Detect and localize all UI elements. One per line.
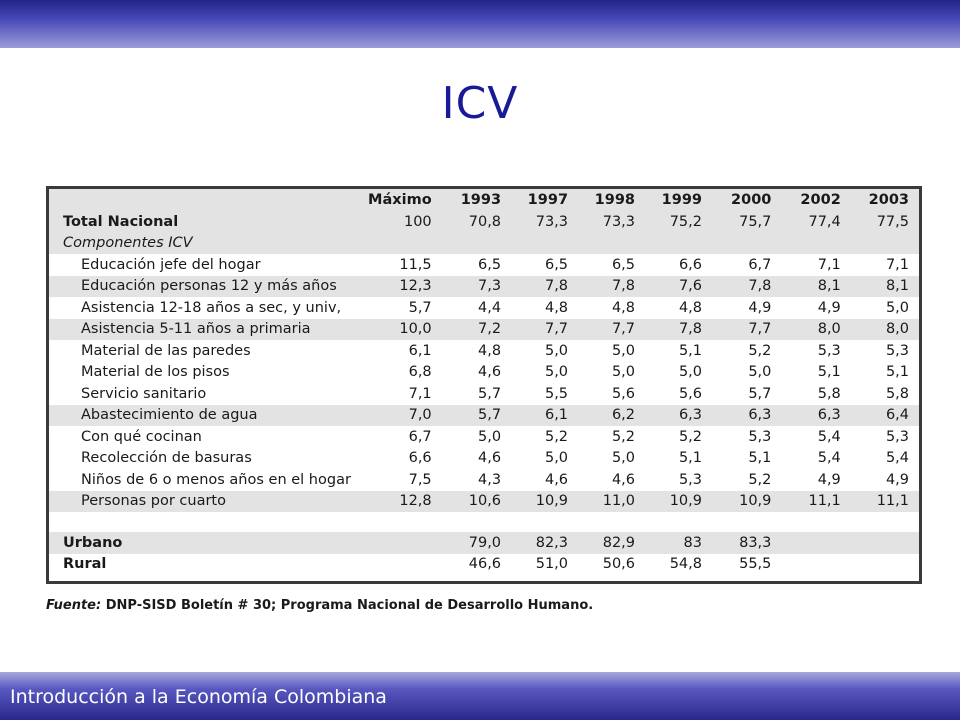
- table-row: [49, 491, 919, 513]
- table-cell: [712, 233, 781, 255]
- table-cell: 6,3: [645, 405, 712, 427]
- table-cell: [364, 532, 441, 554]
- table-cell: 5,0: [885, 299, 909, 316]
- table-cell: 6,8: [408, 364, 432, 381]
- table-cell: 5,7: [408, 299, 432, 316]
- table-spacer-row: [49, 512, 919, 532]
- table-cell: 5,1: [748, 450, 772, 467]
- row-label: Rural: [63, 556, 107, 573]
- table-cell: 4,6: [611, 471, 636, 488]
- spacer-cell: [645, 512, 712, 532]
- source-text: DNP-SISD Boletín # 30; Programa Nacional de Desarrollo Humano.: [105, 598, 594, 613]
- table-cell: 6,5: [611, 256, 636, 273]
- table-cell: 12,8: [364, 491, 441, 513]
- table-row: [49, 340, 919, 362]
- table-cell: 4,9: [748, 299, 772, 316]
- table-cell: 6,7: [748, 256, 772, 273]
- table-cell: 75,2: [645, 211, 712, 233]
- table-cell: 5,3: [885, 342, 909, 359]
- table-row: [49, 319, 919, 341]
- table-cell: 7,8: [712, 276, 781, 298]
- table-cell: [851, 554, 919, 576]
- table-cell: [442, 233, 511, 255]
- column-header: 2003: [851, 189, 919, 211]
- table-cell: 5,4: [817, 450, 841, 467]
- column-header: 2000: [712, 189, 781, 211]
- table-cell: 5,1: [817, 364, 841, 381]
- row-label: Con qué cocinan: [81, 428, 202, 445]
- table-cell: [851, 233, 919, 255]
- table-cell: 73,3: [511, 211, 578, 233]
- table-cell: 6,4: [851, 405, 919, 427]
- table-cell: 4,9: [817, 471, 841, 488]
- table-cell: 7,1: [885, 256, 909, 273]
- table-cell: 5,0: [544, 450, 569, 467]
- table-cell: 5,4: [817, 428, 841, 445]
- table-cell: 6,5: [477, 256, 502, 273]
- table-cell: 5,0: [544, 364, 569, 381]
- table-cell: 5,1: [678, 450, 702, 467]
- table-cell: 4,8: [678, 299, 702, 316]
- table-cell: 5,7: [748, 385, 772, 402]
- table-cell: 7,1: [408, 385, 432, 402]
- column-header: [49, 189, 364, 211]
- table-row: [49, 405, 919, 427]
- table-cell: 55,5: [739, 556, 772, 573]
- row-label: Urbano: [49, 532, 364, 554]
- table-header-row: [49, 189, 919, 211]
- table-cell: 46,6: [468, 556, 502, 573]
- table-cell: 4,9: [885, 471, 909, 488]
- table-row: [49, 554, 919, 576]
- source-note: [46, 598, 593, 613]
- table-row: [49, 254, 919, 276]
- column-header: 1993: [442, 189, 511, 211]
- row-label: Componentes ICV: [49, 233, 364, 255]
- table-cell: [781, 532, 850, 554]
- table-cell: 6,2: [578, 405, 645, 427]
- table-cell: 11,5: [399, 256, 432, 273]
- table-cell: 5,7: [477, 385, 502, 402]
- table-cell: 8,0: [781, 319, 850, 341]
- table-cell: 11,1: [851, 491, 919, 513]
- table-cell: 7,8: [578, 276, 645, 298]
- table-cell: 6,1: [408, 342, 432, 359]
- row-label: Material de los pisos: [81, 364, 230, 381]
- table-cell: [578, 233, 645, 255]
- spacer-cell: [364, 512, 441, 532]
- spacer-cell: [578, 512, 645, 532]
- table-cell: 7,7: [712, 319, 781, 341]
- table-cell: 7,7: [578, 319, 645, 341]
- table-cell: 5,0: [748, 364, 772, 381]
- table-row: [49, 383, 919, 405]
- table-cell: 7,8: [645, 319, 712, 341]
- table-cell: 5,0: [678, 364, 702, 381]
- table-row: [49, 532, 919, 554]
- table-cell: 5,3: [748, 428, 772, 445]
- table-cell: 8,0: [851, 319, 919, 341]
- table-cell: 51,0: [535, 556, 569, 573]
- table-cell: 50,6: [602, 556, 636, 573]
- table-cell: 4,4: [477, 299, 502, 316]
- table-cell: 5,5: [544, 385, 569, 402]
- table-cell: 4,3: [477, 471, 502, 488]
- footer-title: Introducción a la Economía Colombiana: [10, 686, 387, 708]
- row-label: Asistencia 5-11 años a primaria: [49, 319, 364, 341]
- row-label: Personas por cuarto: [49, 491, 364, 513]
- row-label: Asistencia 12-18 años a sec, y univ,: [81, 299, 342, 316]
- row-label: Abastecimiento de agua: [49, 405, 364, 427]
- table-cell: 82,3: [511, 532, 578, 554]
- row-label: Total Nacional: [49, 211, 364, 233]
- table-cell: 4,8: [544, 299, 569, 316]
- spacer-cell: [781, 512, 850, 532]
- table-cell: 83: [645, 532, 712, 554]
- table-cell: 5,3: [817, 342, 841, 359]
- table-cell: 4,6: [477, 364, 502, 381]
- table-cell: 5,1: [885, 364, 909, 381]
- table-row: [49, 297, 919, 319]
- table-cell: [364, 554, 441, 576]
- table-cell: 75,7: [712, 211, 781, 233]
- table-cell: 7,5: [408, 471, 432, 488]
- row-label: Material de las paredes: [81, 342, 251, 359]
- table-cell: 6,3: [712, 405, 781, 427]
- table-cell: 7,3: [442, 276, 511, 298]
- table-cell: 4,6: [544, 471, 569, 488]
- table-cell: 7,0: [364, 405, 441, 427]
- spacer-cell: [851, 512, 919, 532]
- table-cell: 5,3: [678, 471, 702, 488]
- table-cell: 5,0: [544, 342, 569, 359]
- table-cell: 11,0: [578, 491, 645, 513]
- table-cell: 5,0: [611, 342, 636, 359]
- table-cell: 77,4: [781, 211, 850, 233]
- table-cell: 4,6: [477, 450, 502, 467]
- table-cell: 11,1: [781, 491, 850, 513]
- column-header: 1998: [578, 189, 645, 211]
- table-row: [49, 211, 919, 233]
- row-label: Educación jefe del hogar: [81, 256, 261, 273]
- table-cell: 5,0: [611, 364, 636, 381]
- table-cell: [781, 554, 850, 576]
- table-cell: 70,8: [442, 211, 511, 233]
- table-cell: 10,6: [442, 491, 511, 513]
- slide-title: ICV: [441, 78, 519, 129]
- table-cell: 5,2: [544, 428, 569, 445]
- table-cell: [781, 233, 850, 255]
- table-row: [49, 448, 919, 470]
- table-cell: 12,3: [364, 276, 441, 298]
- table-cell: 10,0: [364, 319, 441, 341]
- table-cell: 5,2: [611, 428, 636, 445]
- table-cell: 6,6: [408, 450, 432, 467]
- table-cell: 8,1: [781, 276, 850, 298]
- table-cell: 5,0: [611, 450, 636, 467]
- row-label: Recolección de basuras: [81, 450, 252, 467]
- table-cell: 83,3: [712, 532, 781, 554]
- table-cell: 54,8: [669, 556, 702, 573]
- table-cell: 7,6: [645, 276, 712, 298]
- spacer-cell: [49, 512, 364, 532]
- table-cell: 4,8: [477, 342, 502, 359]
- table-row: [49, 469, 919, 491]
- spacer-cell: [712, 512, 781, 532]
- spacer-cell: [442, 512, 511, 532]
- table-cell: [851, 532, 919, 554]
- table-cell: 5,2: [748, 471, 772, 488]
- table-cell: 4,9: [817, 299, 841, 316]
- table-cell: [645, 233, 712, 255]
- table-row: [49, 362, 919, 384]
- table-cell: [511, 233, 578, 255]
- table-cell: [364, 233, 441, 255]
- table-cell: 100: [364, 211, 441, 233]
- table-cell: 73,3: [578, 211, 645, 233]
- table-row: [49, 276, 919, 298]
- table-cell: 5,7: [442, 405, 511, 427]
- table-row: [49, 426, 919, 448]
- table-cell: 6,1: [511, 405, 578, 427]
- table-cell: 79,0: [442, 532, 511, 554]
- source-label: Fuente:: [46, 598, 102, 613]
- header-band: [0, 0, 960, 48]
- table-cell: 5,2: [748, 342, 772, 359]
- table-cell: 5,3: [885, 428, 909, 445]
- column-header: Máximo: [364, 189, 441, 211]
- column-header: 2002: [781, 189, 850, 211]
- table-cell: 5,8: [817, 385, 841, 402]
- table-cell: 6,3: [781, 405, 850, 427]
- table-cell: 77,5: [851, 211, 919, 233]
- table-cell: 7,1: [817, 256, 841, 273]
- row-label: Educación personas 12 y más años: [49, 276, 364, 298]
- table-cell: 6,5: [544, 256, 569, 273]
- table-cell: 5,6: [678, 385, 702, 402]
- icv-table: [49, 189, 919, 575]
- column-header: 1999: [645, 189, 712, 211]
- table-cell: 10,9: [645, 491, 712, 513]
- table-cell: 10,9: [511, 491, 578, 513]
- table-cell: 5,0: [477, 428, 502, 445]
- table-cell: 7,8: [511, 276, 578, 298]
- table-cell: 6,6: [678, 256, 702, 273]
- table-cell: 5,6: [611, 385, 636, 402]
- row-label: Niños de 6 o menos años en el hogar: [81, 471, 351, 488]
- table-cell: 8,1: [851, 276, 919, 298]
- table-row: [49, 233, 919, 255]
- row-label: Servicio sanitario: [81, 385, 207, 402]
- table-cell: 5,1: [678, 342, 702, 359]
- table-cell: 7,7: [511, 319, 578, 341]
- column-header: 1997: [511, 189, 578, 211]
- table-cell: 5,8: [885, 385, 909, 402]
- table-cell: 82,9: [578, 532, 645, 554]
- table-cell: 5,2: [678, 428, 702, 445]
- spacer-cell: [511, 512, 578, 532]
- icv-table-frame: [46, 186, 922, 584]
- table-cell: 4,8: [611, 299, 636, 316]
- table-cell: 10,9: [712, 491, 781, 513]
- footer-band: [0, 672, 960, 720]
- table-cell: 6,7: [408, 428, 432, 445]
- table-cell: 7,2: [442, 319, 511, 341]
- table-cell: 5,4: [885, 450, 909, 467]
